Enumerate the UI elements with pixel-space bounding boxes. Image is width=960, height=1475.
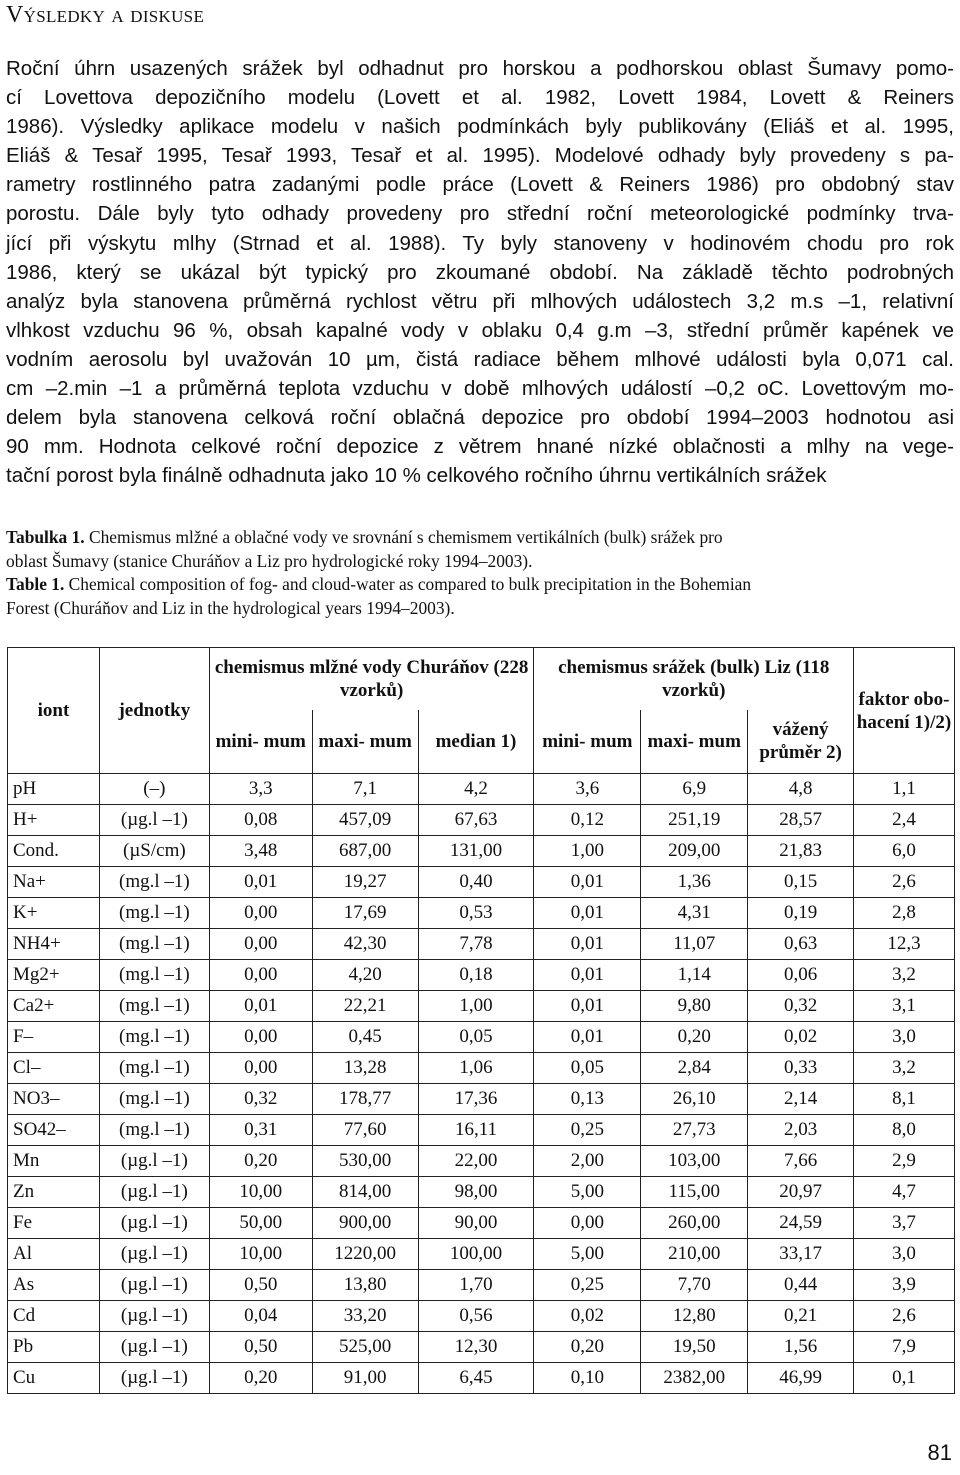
cell-value: 1,56: [748, 1332, 854, 1363]
cell-value: 0,06: [748, 960, 854, 991]
table-row: [8, 929, 955, 960]
cell-value: 0,00: [209, 929, 312, 960]
cell-unit: (mg.l –1): [99, 1084, 209, 1115]
cell-value: 28,57: [748, 805, 854, 836]
cell-value: 2,84: [641, 1053, 748, 1084]
cell-ion: Cond.: [8, 836, 100, 867]
table-row: [8, 774, 955, 805]
body-paragraph: [6, 54, 954, 490]
cell-value: 525,00: [312, 1332, 418, 1363]
table-row: [8, 898, 955, 929]
paragraph-line: 1986). Výsledky aplikace modelu v našich podmínkách byly publikovány (Eliáš et al. 1995,: [6, 115, 954, 139]
cell-value: 24,59: [748, 1208, 854, 1239]
cell-value: 0,00: [209, 898, 312, 929]
cell-value: 814,00: [312, 1177, 418, 1208]
cell-value: 1,1: [854, 774, 955, 805]
cell-value: 17,36: [418, 1084, 534, 1115]
paragraph-line: Roční úhrn usazených srážek byl odhadnut pro horskou a podhorskou oblast Šumavy pomo-: [6, 57, 954, 80]
cell-value: 77,60: [312, 1115, 418, 1146]
cell-value: 0,1: [854, 1363, 955, 1394]
cell-value: 22,21: [312, 991, 418, 1022]
table-row: [8, 1146, 955, 1177]
cell-value: 4,8: [748, 774, 854, 805]
cell-value: 3,3: [209, 774, 312, 805]
cell-value: 8,1: [854, 1084, 955, 1115]
cell-ion: As: [8, 1270, 100, 1301]
cell-value: 0,01: [209, 991, 312, 1022]
paragraph-line: vlhkost vzduchu 96 %, obsah kapalné vody v oblaku 0,4 g.m –3, střední průměr kapének ve: [6, 318, 954, 342]
cell-value: 0,01: [209, 867, 312, 898]
cell-value: 3,9: [854, 1270, 955, 1301]
caption-cz-line: oblast Šumavy (stanice Churáňov a Liz pro hydrologické roky 1994–2003).: [6, 550, 533, 571]
table-caption: [6, 526, 954, 620]
page-number: 81: [927, 1440, 952, 1465]
table-row: [8, 836, 955, 867]
cell-value: 1220,00: [312, 1239, 418, 1270]
cell-value: 100,00: [418, 1239, 534, 1270]
paragraph-line: analýz byla stanovena průměrná rychlost větru při mlhových událostech 3,2 m.s –1, relativní: [6, 289, 954, 313]
cell-value: 0,00: [209, 960, 312, 991]
cell-value: 5,00: [534, 1239, 641, 1270]
paragraph-line: 1986, který se ukázal být typický pro zkoumané období. Na základě těchto podrobných: [6, 260, 954, 284]
caption-cz-label: Tabulka 1.: [6, 527, 85, 547]
cell-value: 3,48: [209, 836, 312, 867]
cell-value: 27,73: [641, 1115, 748, 1146]
cell-value: 12,80: [641, 1301, 748, 1332]
table-row: [8, 1084, 955, 1115]
cell-value: 3,7: [854, 1208, 955, 1239]
cell-value: 0,50: [209, 1332, 312, 1363]
cell-value: 457,09: [312, 805, 418, 836]
cell-value: 26,10: [641, 1084, 748, 1115]
cell-value: 2,8: [854, 898, 955, 929]
caption-en-label: Table 1.: [6, 574, 65, 594]
cell-value: 7,70: [641, 1270, 748, 1301]
cell-value: 0,21: [748, 1301, 854, 1332]
cell-value: 7,66: [748, 1146, 854, 1177]
cell-value: 21,83: [748, 836, 854, 867]
cell-value: 251,19: [641, 805, 748, 836]
cell-value: 0,33: [748, 1053, 854, 1084]
cell-value: 0,05: [418, 1022, 534, 1053]
cell-value: 2,9: [854, 1146, 955, 1177]
cell-unit: (mg.l –1): [99, 1022, 209, 1053]
cell-value: 2,14: [748, 1084, 854, 1115]
header-min-fog: mini- mum: [209, 710, 312, 774]
cell-value: 6,45: [418, 1363, 534, 1394]
paragraph-line: Eliáš & Tesař 1995, Tesař 1993, Tesař et al. 1995). Modelové odhady byly provedeny s pa-: [6, 144, 954, 168]
cell-value: 2,4: [854, 805, 955, 836]
cell-value: 46,99: [748, 1363, 854, 1394]
paragraph-line: vodním aerosolu byl uvažován 10 µm, čistá radiace během mlhové události byla 0,071 cal.: [6, 347, 954, 371]
cell-value: 0,00: [209, 1053, 312, 1084]
cell-unit: (mg.l –1): [99, 1053, 209, 1084]
cell-unit: (mg.l –1): [99, 1115, 209, 1146]
cell-value: 1,70: [418, 1270, 534, 1301]
cell-value: 900,00: [312, 1208, 418, 1239]
cell-value: 2,6: [854, 1301, 955, 1332]
table-row: [8, 1270, 955, 1301]
cell-value: 0,20: [641, 1022, 748, 1053]
chemistry-table: [7, 647, 955, 1394]
header-ion: iont: [8, 648, 100, 774]
table-row: [8, 1301, 955, 1332]
header-median: median 1): [418, 710, 534, 774]
header-max-bulk: maxi- mum: [641, 710, 748, 774]
cell-unit: (mg.l –1): [99, 991, 209, 1022]
cell-value: 6,9: [641, 774, 748, 805]
cell-value: 0,20: [534, 1332, 641, 1363]
cell-ion: Cu: [8, 1363, 100, 1394]
cell-value: 16,11: [418, 1115, 534, 1146]
paragraph-line: jící při výskytu mlhy (Strnad et al. 1988). Ty byly stanoveny v hodinovém chodu pro rok: [6, 231, 954, 255]
cell-value: 131,00: [418, 836, 534, 867]
cell-value: 13,80: [312, 1270, 418, 1301]
cell-value: 530,00: [312, 1146, 418, 1177]
cell-unit: (mg.l –1): [99, 960, 209, 991]
caption-en-line: Forest (Churáňov and Liz in the hydrological years 1994–2003).: [6, 597, 455, 618]
table-row: [8, 960, 955, 991]
cell-ion: Pb: [8, 1332, 100, 1363]
cell-value: 1,14: [641, 960, 748, 991]
cell-value: 0,25: [534, 1115, 641, 1146]
cell-value: 0,12: [534, 805, 641, 836]
cell-value: 1,36: [641, 867, 748, 898]
cell-value: 7,78: [418, 929, 534, 960]
cell-value: 17,69: [312, 898, 418, 929]
cell-value: 20,97: [748, 1177, 854, 1208]
cell-value: 1,00: [534, 836, 641, 867]
cell-value: 4,2: [418, 774, 534, 805]
table-row: [8, 991, 955, 1022]
cell-value: 0,01: [534, 929, 641, 960]
cell-ion: K+: [8, 898, 100, 929]
cell-value: 4,7: [854, 1177, 955, 1208]
cell-value: 9,80: [641, 991, 748, 1022]
cell-value: 0,13: [534, 1084, 641, 1115]
table-row: [8, 1115, 955, 1146]
cell-value: 10,00: [209, 1177, 312, 1208]
cell-unit: (µg.l –1): [99, 1363, 209, 1394]
cell-ion: Zn: [8, 1177, 100, 1208]
cell-value: 0,56: [418, 1301, 534, 1332]
cell-value: 3,1: [854, 991, 955, 1022]
cell-ion: Cl–: [8, 1053, 100, 1084]
cell-ion: Mg2+: [8, 960, 100, 991]
cell-value: 4,20: [312, 960, 418, 991]
cell-unit: (µg.l –1): [99, 1270, 209, 1301]
cell-value: 0,31: [209, 1115, 312, 1146]
cell-value: 103,00: [641, 1146, 748, 1177]
cell-value: 91,00: [312, 1363, 418, 1394]
cell-value: 42,30: [312, 929, 418, 960]
cell-unit: (–): [99, 774, 209, 805]
cell-value: 0,18: [418, 960, 534, 991]
cell-ion: H+: [8, 805, 100, 836]
cell-ion: pH: [8, 774, 100, 805]
paragraph-line: porostu. Dále byly tyto odhady provedeny pro střední roční meteorologické podmínky trva-: [6, 202, 954, 226]
cell-unit: (µg.l –1): [99, 1177, 209, 1208]
cell-value: 3,2: [854, 1053, 955, 1084]
cell-value: 90,00: [418, 1208, 534, 1239]
header-group-bulk: chemismus srážek (bulk) Liz (118 vzorků): [534, 648, 854, 710]
caption-en-line: [6, 573, 954, 597]
cell-value: 178,77: [312, 1084, 418, 1115]
table-row: [8, 867, 955, 898]
cell-value: 0,01: [534, 1022, 641, 1053]
cell-value: 3,0: [854, 1022, 955, 1053]
cell-value: 4,31: [641, 898, 748, 929]
cell-value: 0,15: [748, 867, 854, 898]
cell-value: 0,01: [534, 867, 641, 898]
cell-value: 67,63: [418, 805, 534, 836]
paragraph-line: cí Lovettova depozičního modelu (Lovett et al. 1982, Lovett 1984, Lovett & Reiners: [6, 86, 954, 110]
cell-value: 22,00: [418, 1146, 534, 1177]
cell-ion: F–: [8, 1022, 100, 1053]
table-row: [8, 1022, 955, 1053]
cell-value: 1,00: [418, 991, 534, 1022]
cell-value: 12,30: [418, 1332, 534, 1363]
paragraph-line: rametry rostlinného patra zadanými podle práce (Lovett & Reiners 1986) pro obdobný stav: [6, 173, 954, 197]
cell-value: 33,20: [312, 1301, 418, 1332]
cell-value: 6,0: [854, 836, 955, 867]
cell-value: 0,05: [534, 1053, 641, 1084]
cell-unit: (µg.l –1): [99, 1239, 209, 1270]
header-min-bulk: mini- mum: [534, 710, 641, 774]
table-body: [8, 774, 955, 1394]
cell-unit: (µS/cm): [99, 836, 209, 867]
cell-value: 0,32: [748, 991, 854, 1022]
cell-value: 2,03: [748, 1115, 854, 1146]
cell-value: 0,20: [209, 1363, 312, 1394]
cell-value: 98,00: [418, 1177, 534, 1208]
cell-ion: Na+: [8, 867, 100, 898]
cell-value: 7,1: [312, 774, 418, 805]
cell-ion: Al: [8, 1239, 100, 1270]
cell-value: 0,44: [748, 1270, 854, 1301]
cell-value: 0,02: [748, 1022, 854, 1053]
cell-ion: Cd: [8, 1301, 100, 1332]
cell-value: 3,2: [854, 960, 955, 991]
caption-en-text: Chemical composition of fog- and cloud-water as compared to bulk precipitation in the Bohemian: [68, 574, 752, 594]
cell-unit: (mg.l –1): [99, 898, 209, 929]
table-row: [8, 1363, 955, 1394]
cell-value: 0,01: [534, 960, 641, 991]
table-row: [8, 1177, 955, 1208]
cell-value: 687,00: [312, 836, 418, 867]
cell-value: 3,0: [854, 1239, 955, 1270]
cell-value: 1,06: [418, 1053, 534, 1084]
cell-value: 0,20: [209, 1146, 312, 1177]
cell-value: 115,00: [641, 1177, 748, 1208]
table-row: [8, 1239, 955, 1270]
table-row: [8, 1053, 955, 1084]
cell-value: 0,01: [534, 898, 641, 929]
cell-value: 19,50: [641, 1332, 748, 1363]
cell-value: 2,00: [534, 1146, 641, 1177]
cell-unit: (mg.l –1): [99, 929, 209, 960]
paragraph-line: cm –2.min –1 a průměrná teplota vzduchu v době mlhových událostí –0,2 oC. Lovettovým mo-: [6, 377, 954, 401]
cell-value: 0,00: [209, 1022, 312, 1053]
cell-value: 0,10: [534, 1363, 641, 1394]
header-group-fog: chemismus mlžné vody Churáňov (228 vzorků): [209, 648, 534, 710]
cell-value: 8,0: [854, 1115, 955, 1146]
cell-value: 0,63: [748, 929, 854, 960]
cell-value: 0,53: [418, 898, 534, 929]
cell-value: 2,6: [854, 867, 955, 898]
paragraph-line: delem byla stanovena celková roční oblačná depozice pro období 1994–2003 hodnotou asi: [6, 406, 954, 430]
cell-value: 12,3: [854, 929, 955, 960]
cell-ion: NO3–: [8, 1084, 100, 1115]
caption-cz-line: [6, 526, 954, 550]
cell-value: 13,28: [312, 1053, 418, 1084]
cell-value: 19,27: [312, 867, 418, 898]
cell-unit: (mg.l –1): [99, 867, 209, 898]
cell-value: 33,17: [748, 1239, 854, 1270]
cell-unit: (µg.l –1): [99, 1301, 209, 1332]
cell-ion: NH4+: [8, 929, 100, 960]
cell-value: 10,00: [209, 1239, 312, 1270]
cell-value: 5,00: [534, 1177, 641, 1208]
table-row: [8, 805, 955, 836]
header-factor: faktor obo- hacení 1)/2): [854, 648, 955, 774]
cell-ion: SO42–: [8, 1115, 100, 1146]
cell-value: 260,00: [641, 1208, 748, 1239]
cell-value: 210,00: [641, 1239, 748, 1270]
cell-unit: (µg.l –1): [99, 1208, 209, 1239]
cell-value: 2382,00: [641, 1363, 748, 1394]
cell-value: 7,9: [854, 1332, 955, 1363]
cell-value: 3,6: [534, 774, 641, 805]
cell-value: 0,04: [209, 1301, 312, 1332]
table-row: [8, 1332, 955, 1363]
section-heading: Výsledky a diskuse: [6, 2, 205, 28]
header-unit: jednotky: [99, 648, 209, 774]
cell-ion: Ca2+: [8, 991, 100, 1022]
cell-value: 0,25: [534, 1270, 641, 1301]
cell-value: 50,00: [209, 1208, 312, 1239]
paragraph-line: 90 mm. Hodnota celkové roční depozice z větrem hnané nízké oblačnosti a mlhy na vege-: [6, 435, 954, 459]
caption-cz-text: Chemismus mlžné a oblačné vody ve srovnání s chemismem vertikálních (bulk) srážek pro: [89, 527, 723, 547]
cell-ion: Mn: [8, 1146, 100, 1177]
cell-value: 11,07: [641, 929, 748, 960]
header-max-fog: maxi- mum: [312, 710, 418, 774]
cell-value: 0,00: [534, 1208, 641, 1239]
cell-value: 0,50: [209, 1270, 312, 1301]
paragraph-line: tační porost byla finálně odhadnuta jako 10 % celkového ročního úhrnu vertikálních srážek: [6, 464, 827, 488]
cell-unit: (µg.l –1): [99, 1146, 209, 1177]
cell-value: 0,02: [534, 1301, 641, 1332]
cell-unit: (µg.l –1): [99, 1332, 209, 1363]
cell-ion: Fe: [8, 1208, 100, 1239]
cell-value: 0,19: [748, 898, 854, 929]
cell-value: 0,40: [418, 867, 534, 898]
cell-value: 0,45: [312, 1022, 418, 1053]
table-row: [8, 1208, 955, 1239]
header-weighted-mean: vážený průměr 2): [748, 710, 854, 774]
cell-value: 0,08: [209, 805, 312, 836]
cell-unit: (µg.l –1): [99, 805, 209, 836]
cell-value: 209,00: [641, 836, 748, 867]
cell-value: 0,32: [209, 1084, 312, 1115]
cell-value: 0,01: [534, 991, 641, 1022]
